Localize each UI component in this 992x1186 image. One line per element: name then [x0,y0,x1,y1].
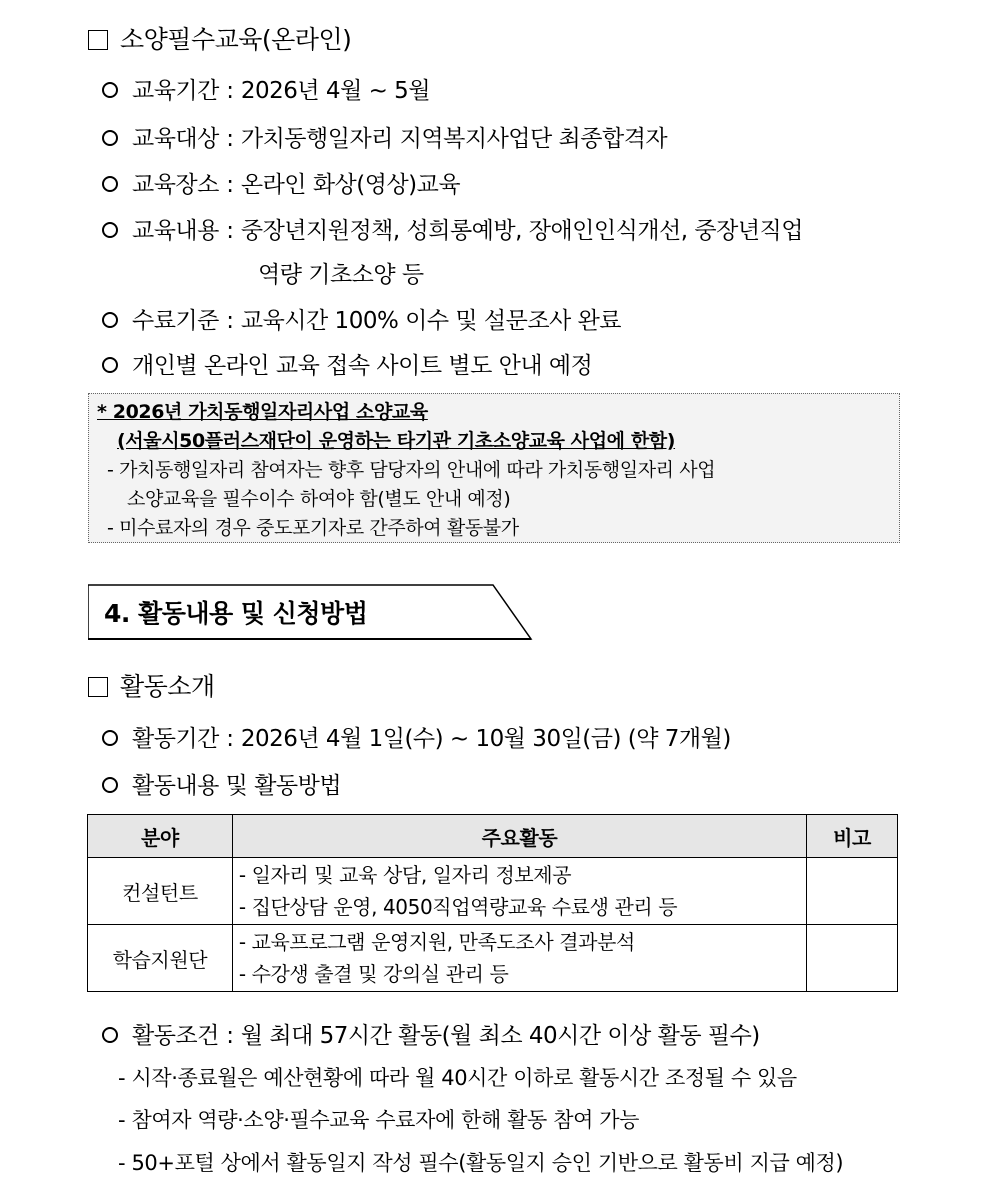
note-line-4: 소양교육을 필수이수 하여야 함(별도 안내 예정) [127,488,511,510]
item-activity-content: 활동내용 및 활동방법 [102,767,341,800]
section-title: 활동소개 [120,672,215,701]
item-label: 교육대상 [132,126,219,152]
item-label: 수료기준 [132,308,219,334]
circle-bullet-icon [102,777,118,793]
table-cell-field: 학습지원단 [88,925,233,992]
activity-table [87,814,898,992]
section-heading-intro [88,667,215,703]
item-label: 교육장소 [132,172,219,198]
item-activity-period: 활동기간 : 2026년 4월 1일(수) ~ 10월 30일(금) (약 7개월) [102,720,731,753]
item-label: 교육내용 [132,218,219,244]
item-criteria: 수료기준 : 교육시간 100% 이수 및 설문조사 완료 [102,302,621,335]
condition-sub-3: - 50+포털 상에서 활동일지 작성 필수(활동일지 승인 기반으로 활동비 지급 예정) [118,1151,844,1175]
circle-bullet-icon [102,222,118,238]
note-line-3: - 가치동행일자리 참여자는 향후 담당자의 안내에 따라 가치동행일자리 사업 [107,459,716,481]
item-value: 2026년 4월 ~ 5월 [240,78,431,104]
item-label: 교육기간 [132,78,219,104]
condition-sub-2: - 참여자 역량·소양·필수교육 수료자에 한해 활동 참여 가능 [118,1108,640,1132]
item-value: 교육시간 100% 이수 및 설문조사 완료 [240,308,622,334]
item-value: 온라인 화상(영상)교육 [240,172,461,198]
table-cell-note [807,858,898,925]
section-4-title-box [88,584,533,640]
table-header: 비고 [807,815,898,858]
section-4-title: 4. 활동내용 및 신청방법 [104,599,368,628]
circle-bullet-icon [102,82,118,98]
table-row [88,858,898,925]
note-line-1: * 2026년 가치동행일자리사업 소양교육 [97,401,428,423]
item-content: 교육내용 : 중장년지원정책, 성희롱예방, 장애인인식개선, 중장년직업 [102,212,803,245]
table-cell-field: 컨설턴트 [88,858,233,925]
item-content-cont: 역량 기초소양 등 [258,262,424,288]
item-value: 중장년지원정책, 성희롱예방, 장애인인식개선, 중장년직업 [240,218,803,244]
circle-bullet-icon [102,730,118,746]
item-place: 교육장소 : 온라인 화상(영상)교육 [102,166,460,199]
table-cell-note [807,925,898,992]
condition-sub-1: - 시작·종료월은 예산현황에 따라 월 40시간 이하로 활동시간 조정될 수 있음 [118,1066,797,1090]
item-target: 교육대상 : 가치동행일자리 지역복지사업단 최종합격자 [102,120,667,153]
square-bullet-icon [88,30,108,50]
circle-bullet-icon [102,312,118,328]
item-extra [102,347,592,380]
section-heading-mandatory [88,20,351,56]
table-header: 주요활동 [232,815,806,858]
square-bullet-icon [88,677,108,697]
circle-bullet-icon [102,1027,118,1043]
table-header-row [88,815,898,858]
section-title: 소양필수교육(온라인) [120,25,352,54]
table-header: 분야 [88,815,233,858]
note-line-5: - 미수료자의 경우 중도포기자로 간주하여 활동불가 [107,517,519,539]
circle-bullet-icon [102,357,118,373]
table-cell-activities: - 일자리 및 교육 상담, 일자리 정보제공 - 집단상담 운영, 4050직업역량교육 수료생 관리 등 [232,858,806,925]
table-cell-activities: - 교육프로그램 운영지원, 만족도조사 결과분석 - 수강생 출결 및 강의실 관리 등 [232,925,806,992]
item-value: 가치동행일자리 지역복지사업단 최종합격자 [240,126,668,152]
item-period: 교육기간 : 2026년 4월 ~ 5월 [102,72,430,105]
note-line-2: (서울시50플러스재단이 운영하는 타기관 기초소양교육 사업에 한함) [117,430,676,452]
item-value: 개인별 온라인 교육 접속 사이트 별도 안내 예정 [132,353,593,379]
note-box [88,393,900,543]
item-conditions: 활동조건 : 월 최대 57시간 활동(월 최소 40시간 이상 활동 필수) [102,1017,760,1050]
circle-bullet-icon [102,176,118,192]
circle-bullet-icon [102,130,118,146]
table-row [88,925,898,992]
